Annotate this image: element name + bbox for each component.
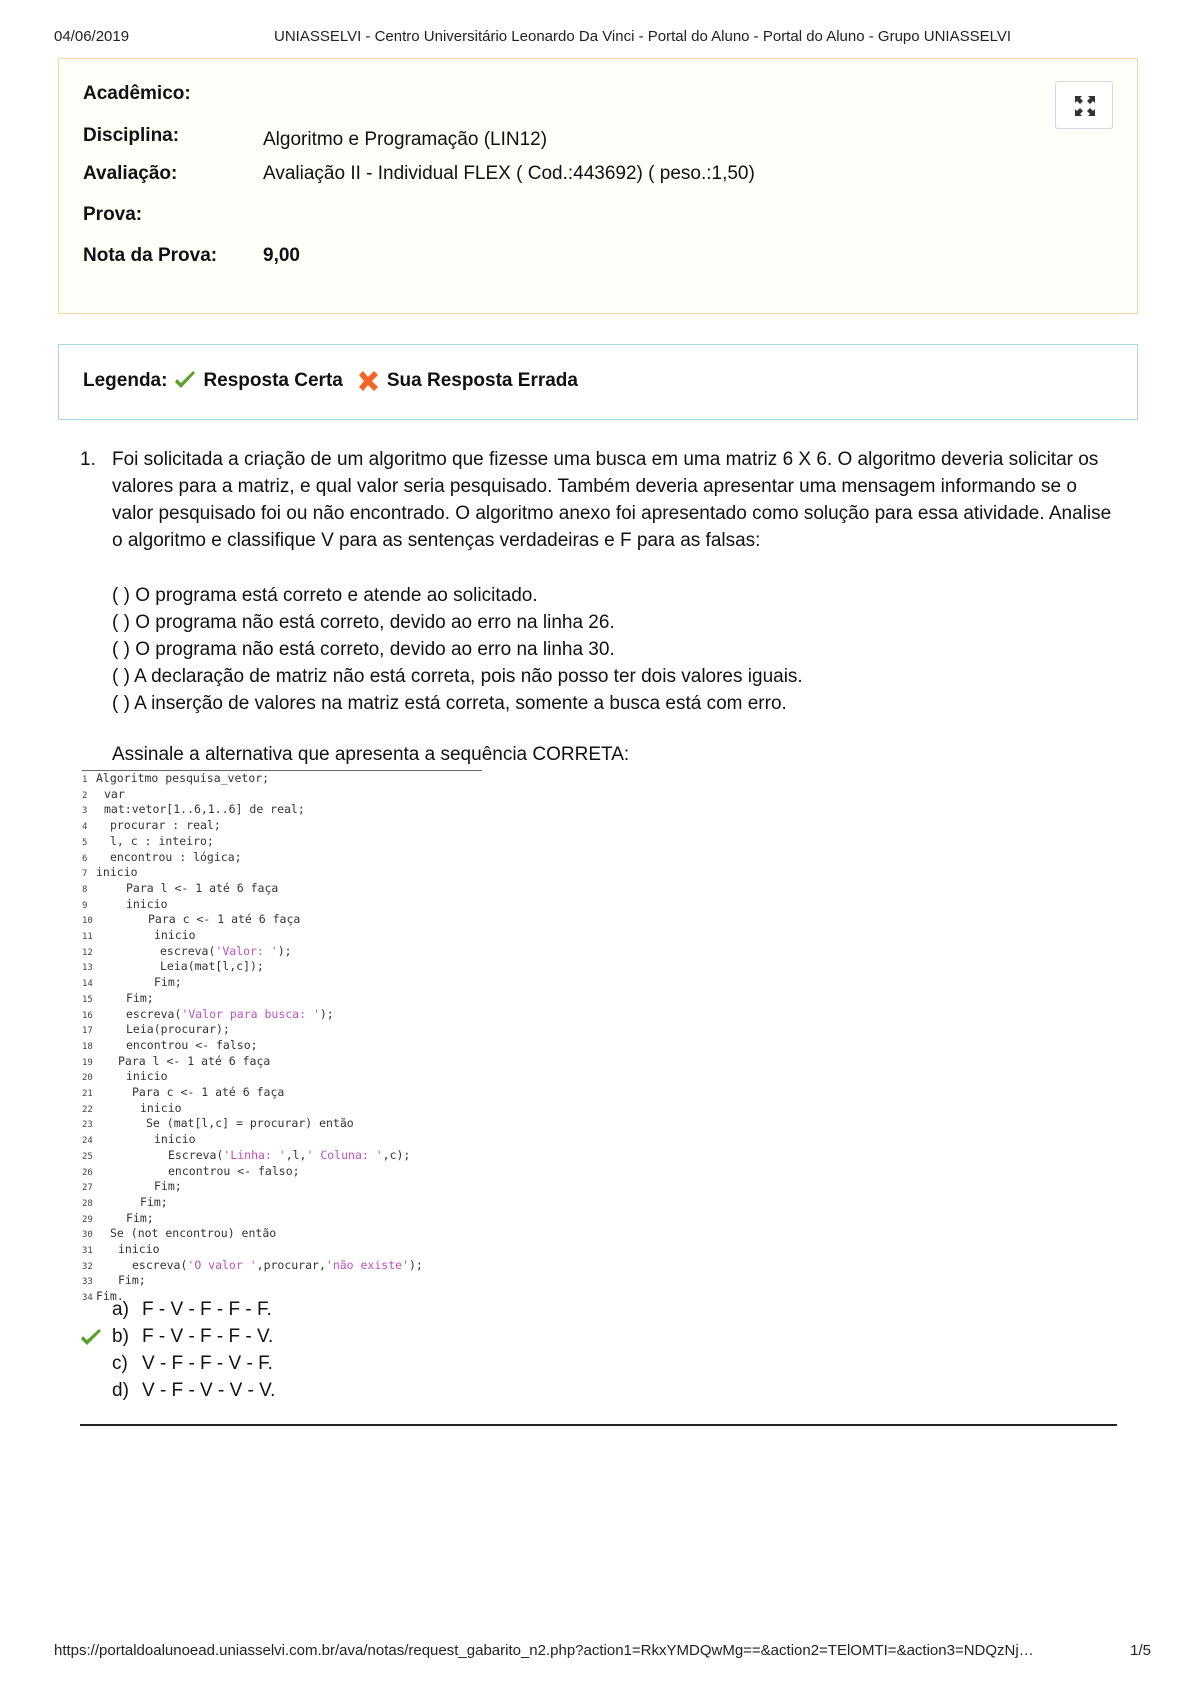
code-line <box>82 1007 334 1023</box>
code-line-number: 29 <box>82 1214 93 1225</box>
code-line-text: inicio <box>118 1242 160 1256</box>
code-line <box>82 818 221 834</box>
code-line-number: 33 <box>82 1277 93 1288</box>
code-line-text: Para c <- 1 até 6 faça <box>132 1085 285 1099</box>
code-line <box>82 959 264 975</box>
question-separator <box>80 1424 1117 1426</box>
code-line <box>82 771 269 787</box>
alternative-b <box>112 1323 275 1350</box>
algorithm-code-image <box>82 770 482 1305</box>
code-line-number: 24 <box>82 1136 93 1147</box>
avaliacao-label: Avaliação: <box>83 163 178 184</box>
code-line-text: l, c : inteiro; <box>110 833 214 848</box>
code-line <box>82 1116 354 1132</box>
avaliacao-value: Avaliação II - Individual FLEX ( Cod.:443692) ( peso.:1,50) <box>263 163 755 184</box>
code-line-text: encontrou <- falso; <box>126 1037 258 1052</box>
code-line <box>82 897 168 913</box>
academico-label: Acadêmico: <box>83 83 191 104</box>
code-line-number: 25 <box>82 1151 93 1162</box>
legend-correct-label: Resposta Certa <box>203 370 343 391</box>
code-line-text: Fim; <box>118 1273 146 1288</box>
code-line-number: 18 <box>82 1041 93 1052</box>
code-line-text: Fim; <box>126 990 154 1005</box>
code-line-text: Fim. <box>96 1289 124 1304</box>
statements-list <box>112 582 803 717</box>
code-line-number: 21 <box>82 1089 93 1099</box>
code-line <box>82 1195 168 1211</box>
alternative-text: V - F - V - V - V. <box>142 1380 276 1401</box>
code-line-number: 6 <box>82 853 88 864</box>
code-line-number: 2 <box>82 790 88 801</box>
code-line <box>82 802 305 818</box>
legend-wrong-label: Sua Resposta Errada <box>386 370 578 391</box>
code-line-number: 3 <box>82 806 88 817</box>
code-line-number: 8 <box>82 884 88 895</box>
code-line <box>82 1101 182 1117</box>
code-line-text: encontrou <- falso; <box>168 1163 300 1178</box>
nota-label: Nota da Prova: <box>83 245 218 266</box>
code-line <box>82 1132 196 1148</box>
code-line-number: 34 <box>82 1293 93 1304</box>
evaluation-info-panel <box>58 58 1138 314</box>
print-page-title: UNIASSELVI - Centro Universitário Leonardo Da Vinci - Portal do Aluno - Portal do Aluno - Grupo UNIASSELVI <box>274 28 1012 45</box>
code-line-number: 7 <box>82 869 88 880</box>
code-line <box>82 1211 154 1227</box>
code-line-number: 31 <box>82 1246 93 1256</box>
code-line-number: 9 <box>82 900 88 911</box>
code-line-text: Fim; <box>140 1194 168 1209</box>
code-line-number: 14 <box>82 979 93 990</box>
code-line-number: 10 <box>82 916 93 927</box>
statement-item: ( ) O programa está correto e atende ao solicitado. <box>112 585 538 606</box>
code-line-text: inicio <box>126 896 168 911</box>
code-line <box>82 850 242 866</box>
code-line <box>82 1179 182 1195</box>
code-line-text: escreva('Valor para busca: '); <box>126 1006 334 1021</box>
code-line-number: 27 <box>82 1183 93 1194</box>
code-line-number: 16 <box>82 1010 93 1021</box>
code-line <box>82 1226 276 1242</box>
code-line-text: var <box>104 786 125 801</box>
code-line <box>82 1022 230 1038</box>
code-line-number: 26 <box>82 1167 93 1178</box>
legend-label: Legenda: <box>83 370 168 391</box>
expand-button[interactable] <box>1055 81 1113 129</box>
code-line-text: inicio <box>96 865 138 880</box>
code-line-text: escreva('O valor ',procurar,'não existe'); <box>132 1257 423 1272</box>
code-line-number: 20 <box>82 1073 93 1084</box>
code-line <box>82 1054 270 1070</box>
alternative-letter: b) <box>112 1326 129 1347</box>
code-line-text: Para l <- 1 até 6 faça <box>118 1053 271 1068</box>
code-line-text: Escreva('Linha: ',l,' Coluna: ',c); <box>168 1147 411 1162</box>
question-text: Foi solicitada a criação de um algoritmo que fizesse uma busca em uma matriz 6 X 6. O algoritmo deveria solicitar os valores para a matriz, e qual valor seria pesquisado. Também deveria apresentar uma mensagem informando se o valor pesquisado foi ou não encontrado. O algoritmo anexo foi apresentado como solução para essa atividade. Analise o algoritmo e classifique V para as sentenças verdadeiras e F para as falsas: <box>112 449 1112 551</box>
correct-answer-checkmark-icon <box>78 1328 104 1348</box>
alternative-c <box>112 1350 275 1377</box>
code-line-text: Fim; <box>154 1179 182 1194</box>
alternative-letter: d) <box>112 1380 129 1401</box>
code-line-number: 19 <box>82 1057 93 1068</box>
code-line-text: Leia(mat[l,c]); <box>160 959 264 974</box>
code-line-number: 1 <box>82 775 88 785</box>
alternative-letter: c) <box>112 1353 128 1374</box>
alternatives-list <box>112 1296 275 1404</box>
code-line <box>82 991 154 1007</box>
alternative-a <box>112 1296 275 1323</box>
code-line <box>82 912 300 928</box>
code-line <box>82 1242 160 1258</box>
question-number: 1. <box>80 449 96 470</box>
code-line <box>82 1273 146 1289</box>
disciplina-label: Disciplina: <box>83 125 180 146</box>
code-line-number: 30 <box>82 1230 93 1241</box>
code-line-text: inicio <box>154 1132 196 1147</box>
code-line <box>82 944 292 960</box>
code-line-text: Fim; <box>126 1210 154 1225</box>
code-line-text: Para l <- 1 até 6 faça <box>126 880 279 895</box>
legend-panel <box>58 344 1138 420</box>
print-date: 04/06/2019 <box>54 28 130 45</box>
code-line-number: 12 <box>82 947 93 958</box>
code-line <box>82 787 125 803</box>
code-line-number: 13 <box>82 963 93 974</box>
code-line <box>82 1258 423 1274</box>
nota-value: 9,00 <box>263 245 300 266</box>
code-line-number: 5 <box>82 837 88 848</box>
code-line-number: 28 <box>82 1198 93 1209</box>
checkmark-icon <box>173 370 197 392</box>
code-line <box>82 928 196 944</box>
code-line <box>82 881 278 897</box>
alternative-letter: a) <box>112 1299 129 1320</box>
footer-url: https://portaldoalunoead.uniasselvi.com.br/ava/notas/request_gabarito_n2.php?action1=RkxYMDQwMg==&action2=TElOMTI=&action3=NDQzNj… <box>54 1642 1034 1659</box>
code-line-text: inicio <box>126 1069 168 1084</box>
code-line-number: 22 <box>82 1104 93 1115</box>
statement-item: ( ) A inserção de valores na matriz está correta, somente a busca está com erro. <box>112 693 787 714</box>
code-line <box>82 1148 410 1164</box>
code-line-number: 32 <box>82 1261 93 1272</box>
code-line <box>82 1069 168 1085</box>
alternative-text: F - V - F - F - V. <box>142 1326 274 1347</box>
code-line <box>82 1038 258 1054</box>
code-line <box>82 865 138 881</box>
code-line-text: inicio <box>140 1100 182 1115</box>
code-line-text: procurar : real; <box>110 818 221 833</box>
code-line-number: 15 <box>82 994 93 1005</box>
code-line <box>82 834 214 850</box>
cross-icon <box>355 370 381 392</box>
code-line-text: Fim; <box>154 975 182 990</box>
code-line-text: inicio <box>154 928 196 942</box>
code-line-text: mat:vetor[1..6,1..6] de real; <box>104 802 305 817</box>
code-line <box>82 1164 300 1180</box>
code-line-number: 4 <box>82 822 88 833</box>
code-line-number: 11 <box>82 932 93 942</box>
code-line-text: encontrou : lógica; <box>110 849 242 864</box>
code-line <box>82 1085 284 1101</box>
code-line-text: escreva('Valor: '); <box>160 943 292 958</box>
print-header <box>54 28 1151 48</box>
code-line-text: Se (mat[l,c] = procurar) então <box>146 1116 354 1131</box>
prova-label: Prova: <box>83 204 143 225</box>
code-line-text: Para c <- 1 até 6 faça <box>148 912 301 927</box>
expand-icon <box>1074 95 1096 117</box>
alternative-d <box>112 1377 275 1404</box>
alternative-text: V - F - F - V - F. <box>142 1353 273 1374</box>
code-line-text: Algoritmo pesquisa_vetor; <box>96 771 270 785</box>
statement-item: ( ) O programa não está correto, devido ao erro na linha 26. <box>112 612 615 633</box>
code-line <box>82 975 182 991</box>
disciplina-value: Algoritmo e Programação (LIN12) <box>263 129 548 150</box>
question-prompt: Assinale a alternativa que apresenta a sequência CORRETA: <box>112 744 630 765</box>
code-line-number: 23 <box>82 1120 93 1131</box>
code-line-text: Leia(procurar); <box>126 1022 230 1037</box>
statement-item: ( ) A declaração de matriz não está correta, pois não posso ter dois valores iguais. <box>112 666 803 687</box>
statement-item: ( ) O programa não está correto, devido ao erro na linha 30. <box>112 639 615 660</box>
footer-page-number: 1/5 <box>1130 1642 1151 1659</box>
code-line-text: Se (not encontrou) então <box>110 1226 277 1241</box>
code-line-number: 17 <box>82 1026 93 1037</box>
alternative-text: F - V - F - F - F. <box>142 1299 272 1320</box>
